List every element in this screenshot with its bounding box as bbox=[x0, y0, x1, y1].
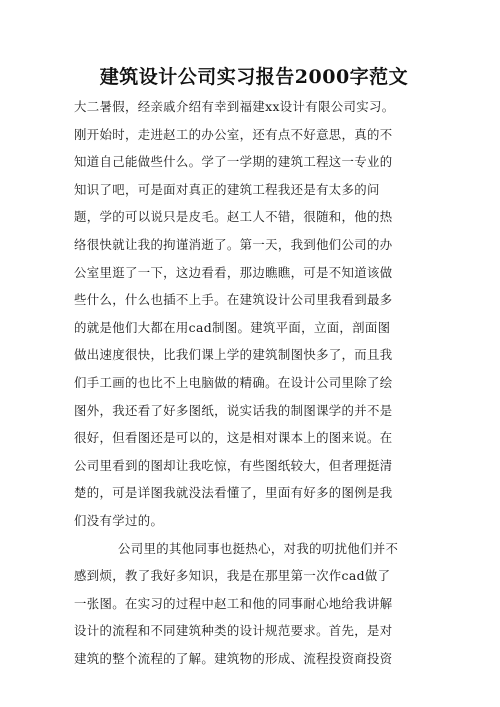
paragraph-line: 建筑的整个流程的了解。建筑物的形成、流程投资商投资 bbox=[74, 650, 393, 666]
paragraph-line: 大二暑假，经亲戚介绍有幸到福建xx设计有限公司实习。 bbox=[74, 99, 395, 114]
paragraph-line: 的就是他们大都在用cad制图。建筑平面，立面，剖面图 bbox=[74, 319, 391, 335]
paragraph-line: 感到烦，教了我好多知识，我是在那里第一次作cad做了 bbox=[74, 568, 391, 584]
paragraph-line: 图外，我还看了好多图纸，说实话我的制图课学的并不是 bbox=[74, 402, 393, 418]
paragraph-line: 公司里的其他同事也挺热心，对我的叨扰他们并不 bbox=[118, 540, 399, 556]
paragraph-line: 楚的，可是详图我就没法看懂了，里面有好多的图例是我 bbox=[74, 485, 393, 501]
paragraph-line: 刚开始时，走进赵工的办公室，还有点不好意思，真的不 bbox=[74, 126, 393, 142]
paragraph-line: 公司里看到的图却让我吃惊，有些图纸较大，但者理挺清 bbox=[74, 457, 393, 473]
paragraph-line: 题，学的可以说只是皮毛。赵工人不错，很随和，他的热 bbox=[74, 209, 393, 225]
paragraph-line: 做出速度很快，比我们课上学的建筑制图快多了，而且我 bbox=[74, 347, 393, 363]
paragraph-line: 一张图。在实习的过程中赵工和他的同事耐心地给我讲解 bbox=[74, 595, 393, 611]
paragraph-line: 们没有学过的。 bbox=[74, 512, 164, 528]
paragraph-line: 知识了吧，可是面对真正的建筑工程我还是有太多的问 bbox=[74, 181, 380, 197]
document-title: 建筑设计公司实习报告2000字范文 bbox=[99, 66, 409, 88]
paragraph-line: 设计的流程和不同建筑种类的设计规范要求。首先，是对 bbox=[74, 623, 393, 639]
paragraph-line: 公室里逛了一下，这边看看，那边瞧瞧，可是不知道该做 bbox=[74, 264, 393, 280]
paragraph-line: 很好，但看图还是可以的，这是相对课本上的图来说。在 bbox=[74, 430, 393, 446]
paragraph-line: 络很快就让我的拘谨消逝了。第一天，我到他们公司的办 bbox=[74, 236, 393, 252]
paragraph-line: 知道自己能做些什么。学了一学期的建筑工程这一专业的 bbox=[74, 154, 393, 170]
paragraph-line: 们手工画的也比不上电脑做的精确。在设计公司里除了绘 bbox=[74, 374, 393, 390]
document-body bbox=[74, 93, 434, 672]
paragraph-line: 些什么，什么也插不上手。在建筑设计公司里我看到最多 bbox=[74, 292, 393, 308]
